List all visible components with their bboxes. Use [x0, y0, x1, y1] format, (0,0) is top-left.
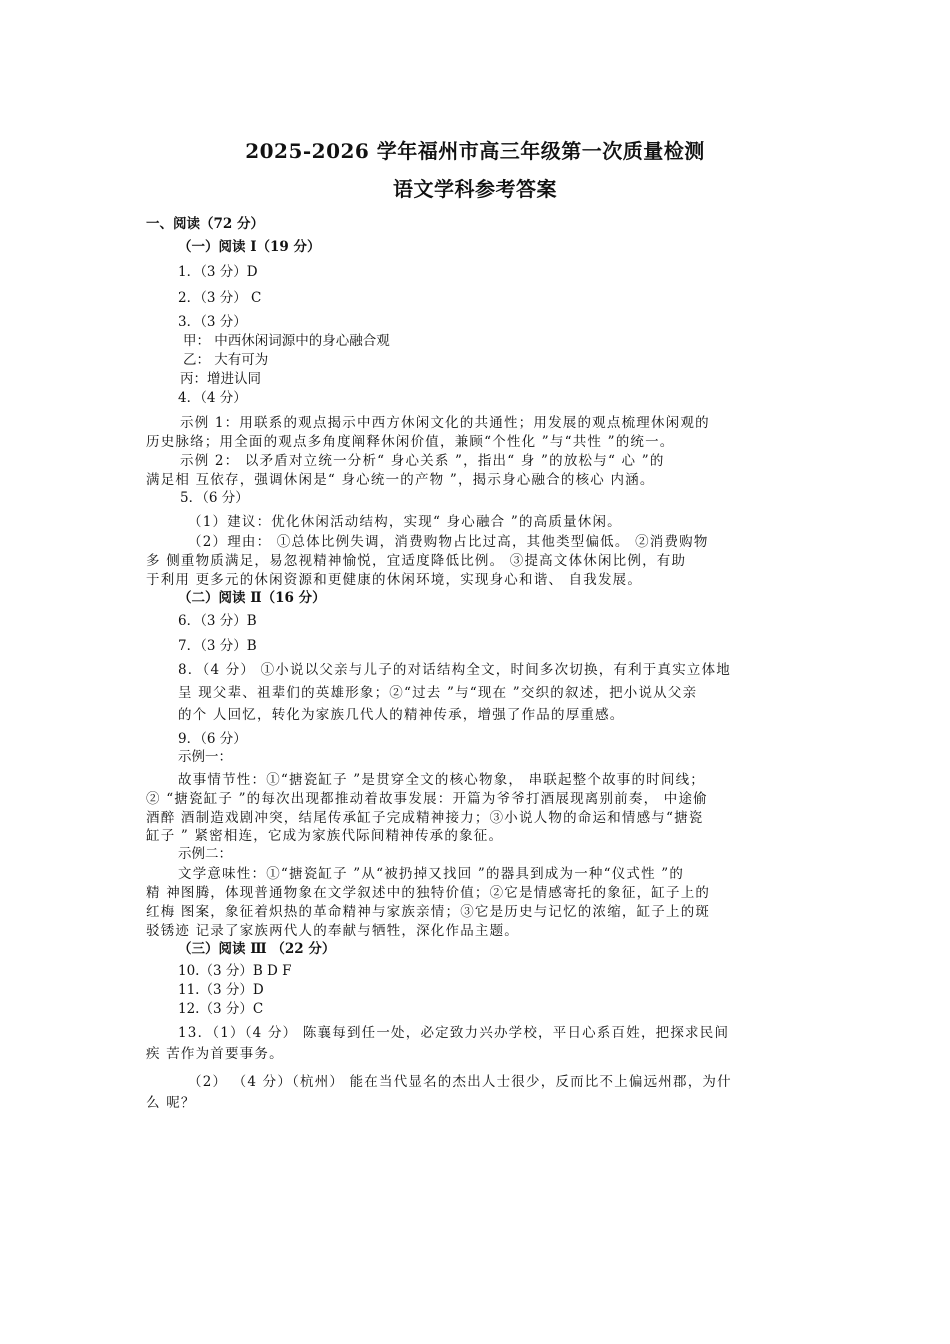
answer-line: （2）理由： ①总体比例失调，消费购物占比过高，其他类型偏低。 ②消费购物	[188, 534, 709, 550]
answer-line: 疾 苦作为首要事务。	[146, 1046, 284, 1062]
answer-line: 2．（3 分） C	[178, 290, 262, 306]
answer-line: 11.（3 分）D	[178, 982, 264, 998]
answer-line: 5．（6 分）	[180, 490, 249, 506]
answer-line: 满足相 互依存，强调休闲是“ 身心统一的产物 ”，揭示身心融合的核心 内涵。	[146, 472, 655, 488]
section-heading: 一、阅读（72 分）	[146, 216, 264, 232]
answer-line: 甲： 中西休闲词源中的身心融合观	[183, 333, 390, 349]
answer-line: 丙：增进认同	[180, 371, 261, 387]
answer-line: 文学意味性：①“搪瓷缸子 ”从“被扔掉又找回 ”的器具到成为一种“仪式性 ”的	[178, 866, 685, 882]
answer-line: 9．（6 分）	[178, 731, 247, 747]
answer-line: 6．（3 分）B	[178, 613, 257, 629]
part-heading: （二）阅读 Ⅱ（16 分）	[178, 590, 326, 606]
page-subtitle: 语文学科参考答案	[393, 177, 557, 201]
answer-line: 8．（4 分） ①小说以父亲与儿子的对话结构全文，时间多次切换，有利于真实立体地	[178, 662, 732, 678]
part-heading: （三）阅读 Ⅲ （22 分）	[178, 941, 336, 957]
answer-line: 么 呢？	[146, 1095, 196, 1111]
answer-line: 精 神图腾，体现普通物象在文学叙述中的独特价值；②它是情感寄托的象征，缸子上的	[146, 885, 711, 901]
answer-line: 10.（3 分）B D F	[178, 963, 292, 979]
answer-line: 4．（4 分）	[178, 390, 247, 406]
answer-line: 多 侧重物质满足，易忽视精神愉悦，宜适度降低比例。 ③提高文体休闲比例，有助	[146, 553, 687, 569]
answer-line: 乙： 大有可为	[183, 352, 269, 368]
answer-line: 故事情节性：①“搪瓷缸子 ”是贯穿全文的核心物象， 串联起整个故事的时间线；	[178, 772, 705, 788]
answer-line: 示例 2： 以矛盾对立统一分析“ 身心关系 ”，指出“ 身 ”的放松与“ 心 ”的	[180, 453, 665, 469]
answer-line: 酒醉 酒制造戏剧冲突，结尾传承缸子完成精神接力；③小说人物的命运和情感与“搪瓷	[146, 810, 704, 826]
answer-line: 示例 1：用联系的观点揭示中西方休闲文化的共通性；用发展的观点梳理休闲观的	[180, 415, 710, 431]
answer-line: （1）建议：优化休闲活动结构，实现“ 身心融合 ”的高质量休闲。	[188, 514, 622, 530]
answer-line: 历史脉络；用全面的观点多角度阐释休闲价值，兼顾“个性化 ”与“共性 ”的统一。	[146, 434, 675, 450]
answer-line: 7．（3 分）B	[178, 638, 257, 654]
answer-line: 1．（3 分）D	[178, 264, 258, 280]
part-heading: （一）阅读 Ⅰ（19 分）	[178, 239, 321, 255]
answer-line: 呈 现父辈、祖辈们的英雄形象；②“过去 ”与“现在 ”交织的叙述，把小说从父亲	[178, 685, 698, 701]
answer-line: 的个 人回忆，转化为家族几代人的精神传承，增强了作品的厚重感。	[178, 707, 625, 723]
answer-line: 13．（1）（4 分） 陈襄每到任一处，必定致力兴办学校，平日心系百姓，把探求民间	[178, 1025, 730, 1041]
answer-line: 缸子 ” 紧密相连，它成为家族代际间精神传承的象征。	[146, 828, 504, 844]
answer-line: 红梅 图案，象征着炽热的革命精神与家族亲情；③它是历史与记忆的浓缩，缸子上的斑	[146, 904, 711, 920]
answer-line: 12.（3 分）C	[178, 1001, 264, 1017]
answer-line: 于利用 更多元的休闲资源和更健康的休闲环境，实现身心和谐、 自我发展。	[146, 572, 643, 588]
answer-line: （2） （4 分）（杭州） 能在当代显名的杰出人士很少，反而比不上偏远州郡，为什	[188, 1074, 732, 1090]
page-title: 2025-2026 学年福州市高三年级第一次质量检测	[245, 139, 705, 163]
answer-line: 驳锈迹 记录了家族两代人的奉献与牺牲，深化作品主题。	[146, 923, 519, 939]
answer-line: 3．（3 分）	[178, 314, 247, 330]
answer-line: ② “搪瓷缸子 ”的每次出现都推动着故事发展：开篇为爷爷打酒展现离别前奏， 中途偷	[146, 791, 708, 807]
answer-line: 示例二：	[178, 846, 232, 862]
answer-line: 示例一：	[178, 749, 232, 765]
